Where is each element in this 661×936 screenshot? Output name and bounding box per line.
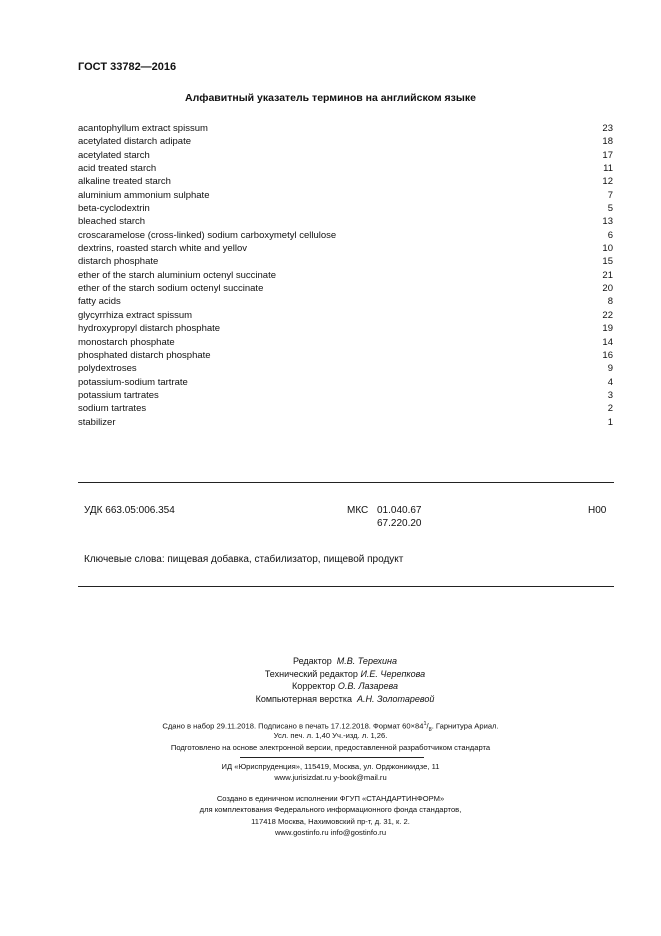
imprint-line: ИД «Юриспруденция», 115419, Москва, ул. Орджоникидзе, 11	[221, 762, 440, 771]
term-page: 20	[602, 283, 613, 295]
imprint-creator	[0, 793, 661, 838]
imprint-line: 117418 Москва, Нахимовский пр-т, д. 31, к. 2.	[251, 816, 410, 826]
term-row	[78, 162, 613, 175]
okps-code: Н00	[588, 505, 607, 516]
term-page: 11	[603, 163, 613, 175]
term-row	[78, 402, 613, 415]
document-id: ГОСТ 33782—2016	[78, 61, 177, 73]
term-name: acetylated starch	[78, 149, 150, 161]
term-page: 4	[607, 376, 613, 388]
term-row	[78, 189, 613, 202]
imprint-line: Сдано в набор 29.11.2018. Подписано в печать 17.12.2018. Формат $60\times 84^1/_8$. Гарнитура Ариал.	[162, 721, 499, 734]
credit-corrector: Корректор О.В. Лазарева	[292, 681, 398, 692]
term-row	[78, 336, 613, 349]
term-name: acantophyllum extract spissum	[78, 123, 208, 134]
mks-code: 67.220.20	[377, 518, 422, 529]
divider-top	[78, 482, 614, 483]
term-row	[78, 295, 613, 308]
term-page: 21	[602, 269, 613, 281]
mks-code: 01.040.67	[377, 505, 422, 516]
term-row	[78, 242, 613, 255]
term-row	[78, 149, 613, 162]
imprint-line: Подготовлено на основе электронной версии, предоставленной разработчиком стандарта	[170, 742, 491, 752]
term-name: aluminium ammonium sulphate	[78, 189, 210, 201]
term-name: potassium-sodium tartrate	[78, 376, 188, 388]
term-page: 10	[602, 243, 613, 255]
term-page: 13	[602, 216, 613, 228]
imprint-line: Усл. печ. л. 1,40 Уч.-изд. л. 1,26.	[273, 731, 388, 741]
credit-editor: Редактор М.В. Терехина	[292, 656, 398, 666]
term-row	[78, 376, 613, 389]
credit-layout: Компьютерная верстка А.Н. Золотаревой	[255, 693, 435, 704]
term-page: 7	[607, 189, 613, 201]
term-page: 19	[602, 323, 613, 335]
term-page: 1	[607, 416, 613, 428]
term-name: ether of the starch aluminium octenyl succinate	[78, 269, 277, 281]
term-row	[78, 416, 613, 429]
term-name: acetylated distarch adipate	[78, 136, 192, 148]
mks-label: МКС	[347, 505, 369, 516]
imprint-publisher	[0, 761, 661, 784]
term-page: 22	[602, 309, 613, 321]
term-row	[78, 362, 613, 375]
term-row	[78, 309, 613, 322]
term-name: ether of the starch sodium octenyl succinate	[78, 283, 264, 295]
imprint-line: www.jurisizdat.ru y-book@mail.ru	[274, 773, 387, 783]
term-name: fatty acids	[78, 296, 121, 308]
term-name: dextrins, roasted starch white and yellov	[78, 243, 247, 255]
term-name: acid treated starch	[78, 163, 157, 175]
term-name: stabilizer	[78, 416, 116, 428]
term-row	[78, 135, 613, 148]
term-name: alkaline treated starch	[78, 176, 171, 188]
term-name: croscaramelose (cross-linked) sodium carboxymetyl cellulose	[78, 229, 337, 241]
term-row	[78, 122, 613, 135]
udk-code: УДК 663.05:006.354	[84, 505, 175, 516]
credits-block	[200, 655, 490, 705]
index-title: Алфавитный указатель терминов на английском языке	[185, 92, 476, 104]
term-name: bleached starch	[78, 216, 146, 228]
term-row	[78, 349, 613, 362]
term-page: 3	[607, 389, 613, 401]
term-row	[78, 282, 613, 295]
term-row	[78, 175, 613, 188]
term-page: 18	[602, 136, 613, 148]
term-page: 14	[602, 336, 613, 348]
imprint-print-details	[0, 719, 661, 753]
credit-tech-editor: Технический редактор И.Е. Черепкова	[264, 668, 426, 679]
term-name: monostarch phosphate	[78, 336, 175, 348]
term-row	[78, 215, 613, 228]
term-page: 16	[602, 349, 613, 361]
term-index-list	[78, 122, 613, 429]
divider-bottom	[78, 586, 614, 587]
term-page: 9	[607, 363, 613, 375]
term-page: 12	[602, 176, 613, 188]
term-page: 6	[607, 229, 613, 241]
term-page: 15	[602, 256, 613, 268]
term-name: hydroxypropyl distarch phosphate	[78, 323, 221, 335]
term-name: distarch phosphate	[78, 256, 159, 268]
imprint-line: www.gostinfo.ru info@gostinfo.ru	[274, 827, 387, 837]
term-page: 8	[607, 296, 613, 308]
term-name: glycyrrhiza extract spissum	[78, 309, 193, 321]
term-row	[78, 255, 613, 268]
term-row	[78, 322, 613, 335]
term-row	[78, 389, 613, 402]
imprint-line: для комплектования Федерального информационного фонда стандартов,	[199, 805, 462, 815]
term-page: 17	[602, 149, 613, 161]
term-page: 5	[607, 203, 613, 215]
keywords: Ключевые слова: пищевая добавка, стабилизатор, пищевой продукт	[84, 554, 404, 565]
term-name: sodium tartrates	[78, 403, 147, 415]
term-row	[78, 229, 613, 242]
term-row	[78, 269, 613, 282]
term-row	[78, 202, 613, 215]
term-name: phosphated distarch phosphate	[78, 349, 211, 361]
imprint-divider	[240, 757, 424, 758]
term-page: 23	[602, 123, 613, 134]
term-name: beta-cyclodextrin	[78, 203, 150, 215]
imprint-line: Создано в единичном исполнении ФГУП «СТАНДАРТИНФОРМ»	[216, 794, 445, 803]
term-name: potassium tartrates	[78, 389, 159, 401]
term-page: 2	[607, 403, 613, 415]
term-name: polydextroses	[78, 363, 137, 375]
